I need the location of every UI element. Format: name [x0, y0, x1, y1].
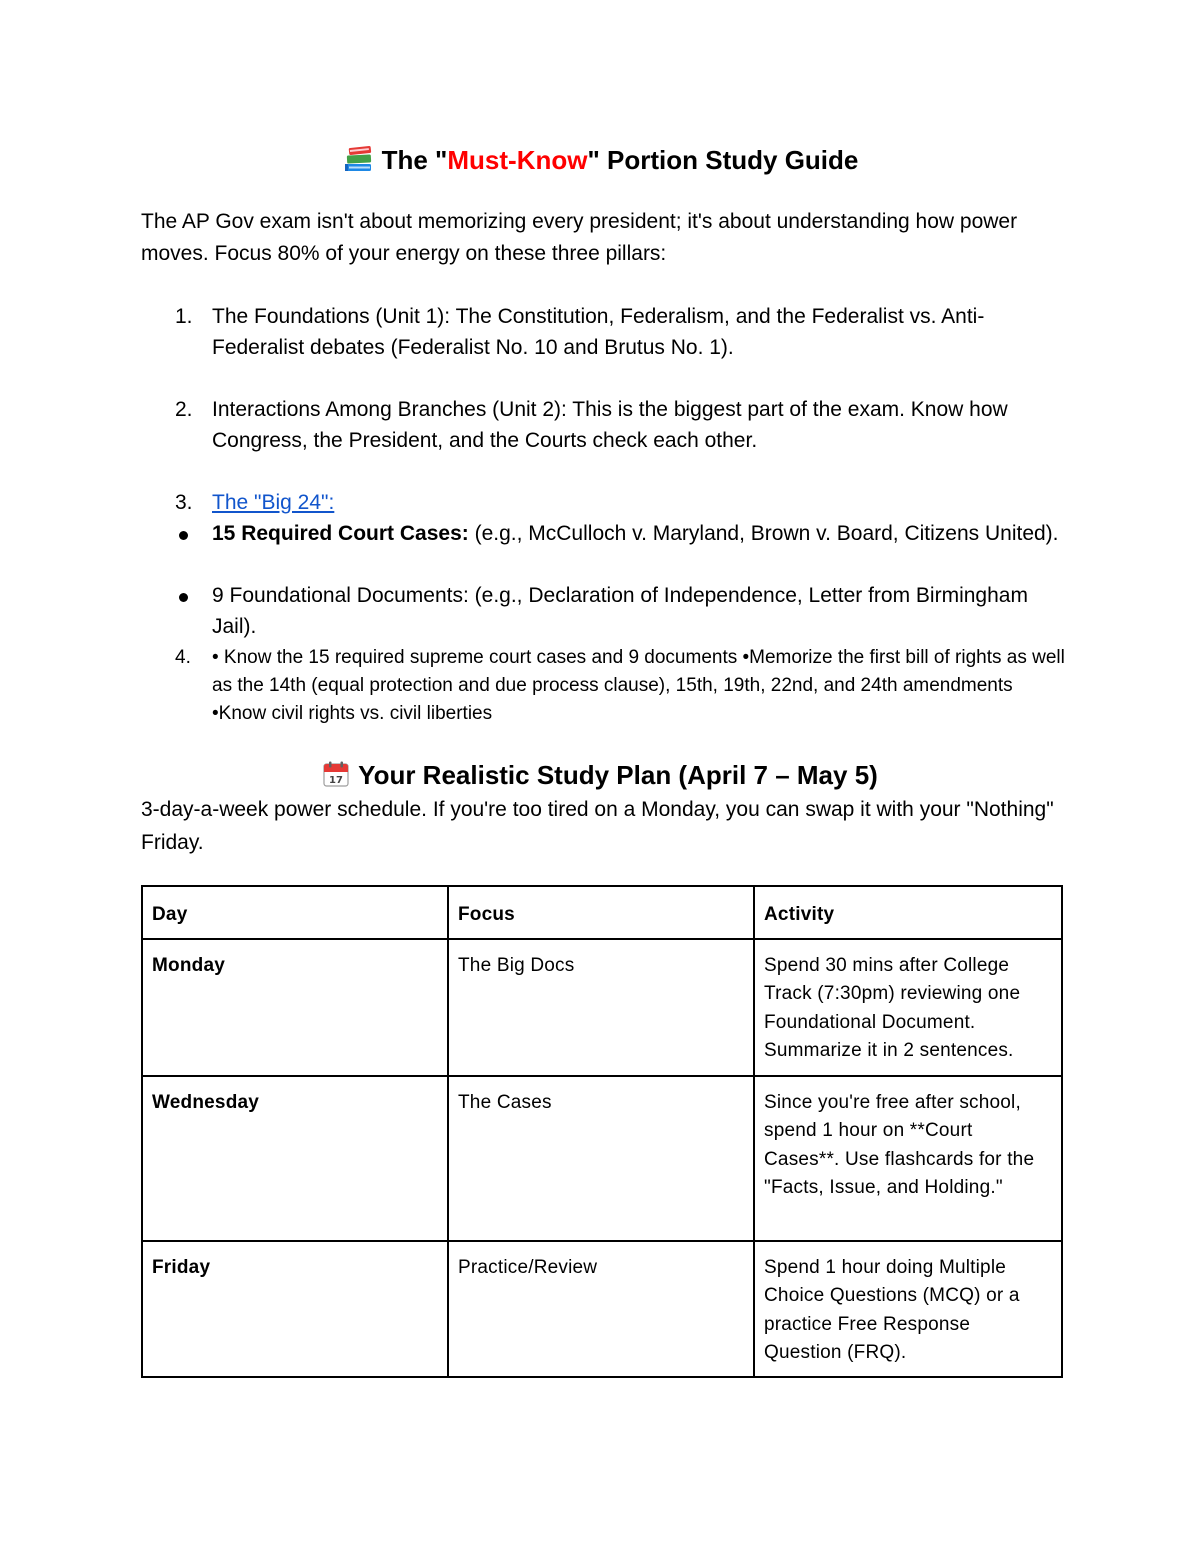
guide-title: [0, 143, 1200, 181]
cell-focus: The Cases: [448, 1076, 754, 1241]
header-focus: Focus: [448, 886, 754, 939]
list-number: 1.: [175, 305, 193, 328]
calendar-icon: [322, 760, 350, 796]
guide-intro: The AP Gov exam isn't about memorizing every president; it's about understanding how power moves. Focus 80% of your energy on these three pillars:: [141, 210, 1018, 265]
title-prefix: The ": [381, 145, 448, 175]
title-suffix: " Portion Study Guide: [587, 145, 859, 175]
list-text: Interactions Among Branches (Unit 2): This is the biggest part of the exam. Know how Congress, the President, and the Courts check each other.: [212, 398, 1008, 452]
list-text: The Foundations (Unit 1): The Constitution, Federalism, and the Federalist vs. Anti-Federalist debates (Federalist No. 10 and Brutus No. 1).: [212, 305, 985, 359]
bullet-icon: [179, 593, 188, 602]
list-number: 2.: [175, 398, 193, 421]
study-plan-title: [0, 758, 1200, 796]
books-icon: [342, 143, 374, 181]
table-row: [142, 939, 1062, 1076]
study-plan-intro: 3-day-a-week power schedule. If you're too tired on a Monday, you can swap it with your "Nothing" Friday.: [141, 798, 1054, 854]
big-24-link[interactable]: The "Big 24":: [212, 491, 335, 514]
table-row: [142, 1076, 1062, 1241]
title-highlight: Must-Know: [447, 145, 588, 175]
list-text: • Know the 15 required supreme court cases and 9 documents •Memorize the first bill of rights as well as the 14th (equal protection and due process clause), 15th, 19th, 22nd, and 24th amendments •Know civil rights vs. civil liberties: [212, 647, 1065, 724]
cell-focus: Practice/Review: [448, 1241, 754, 1377]
header-activity: Activity: [754, 886, 1062, 939]
schedule-table: [141, 885, 1063, 1378]
list-number: 3.: [175, 491, 193, 514]
bullet-icon: [179, 531, 188, 540]
cell-activity: Spend 30 mins after College Track (7:30pm) reviewing one Foundational Document. Summarize it in 2 sentences.: [754, 939, 1062, 1076]
list-number: 4.: [175, 647, 191, 668]
study-plan-title-text: Your Realistic Study Plan (April 7 – May 5): [358, 760, 878, 790]
cell-day: Friday: [142, 1241, 448, 1377]
cell-day: Wednesday: [142, 1076, 448, 1241]
court-cases-label: 15 Required Court Cases:: [212, 522, 469, 545]
cell-activity: Since you're free after school, spend 1 hour on **Court Cases**. Use flashcards for the "Facts, Issue, and Holding.": [754, 1076, 1062, 1241]
table-header-row: [142, 886, 1062, 939]
cell-day: Monday: [142, 939, 448, 1076]
cell-activity: Spend 1 hour doing Multiple Choice Questions (MCQ) or a practice Free Response Question (FRQ).: [754, 1241, 1062, 1377]
cell-focus: The Big Docs: [448, 939, 754, 1076]
court-cases-text: (e.g., McCulloch v. Maryland, Brown v. Board, Citizens United).: [468, 522, 1059, 545]
header-day: Day: [142, 886, 448, 939]
svg-text:17: 17: [329, 775, 344, 786]
table-row: [142, 1241, 1062, 1377]
documents-text: 9 Foundational Documents: (e.g., Declaration of Independence, Letter from Birmingham Jail).: [212, 584, 1028, 638]
